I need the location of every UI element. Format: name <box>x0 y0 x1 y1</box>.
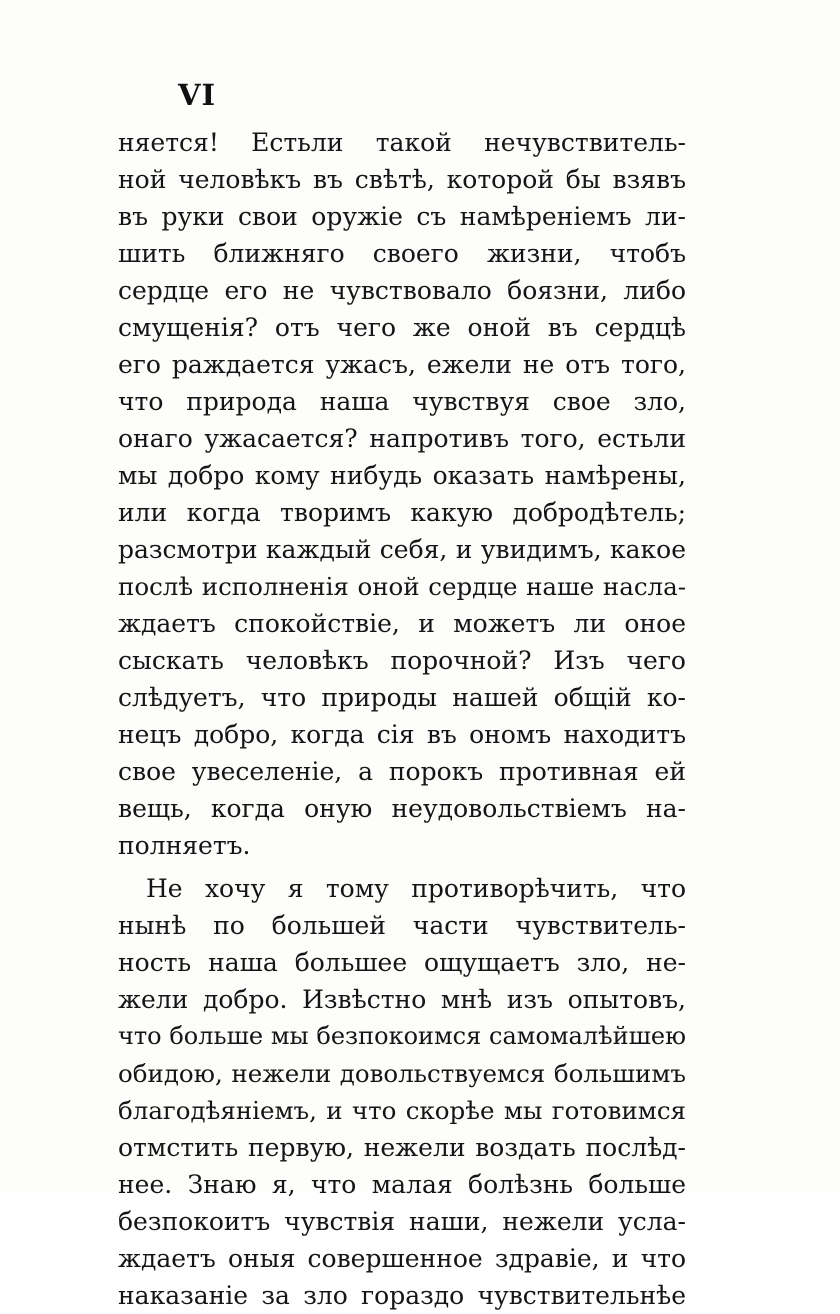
text-line: обидою, нежели довольствуемся большимъ <box>118 1059 686 1088</box>
text-line: сыскать человѣкъ порочной? Изъ чего <box>118 646 686 675</box>
page-number: VI <box>178 78 217 112</box>
text-line: смущенія? отъ чего же оной въ сердцѣ <box>118 313 686 342</box>
text-line: Не хочу я тому противорѣчить, что <box>146 874 686 903</box>
text-line: ной человѣкъ въ свѣтѣ, которой бы взявъ <box>118 165 686 194</box>
text-line: сердце его не чувствовало боязни, либо <box>118 276 686 305</box>
text-line: ность наша большее ощущаетъ зло, не- <box>118 948 686 977</box>
paragraph-1 <box>118 124 686 864</box>
text-line: его раждается ужасъ, ежели не отъ того, <box>118 350 686 379</box>
body-text <box>118 124 686 1314</box>
text-line: вещь, когда оную неудовольствіемъ на- <box>118 794 686 823</box>
text-line: нее. Знаю я, что малая болѣзнь больше <box>118 1170 686 1199</box>
text-line: или когда творимъ какую добродѣтель; <box>118 498 686 527</box>
text-line: свое увеселеніе, а порокъ противная ей <box>118 757 686 786</box>
text-line: наказаніе за зло гораздо чувствительнѣе <box>118 1281 686 1310</box>
text-line: что природа наша чувствуя свое зло, <box>118 387 686 416</box>
text-line: онаго ужасается? напротивъ того, естьли <box>118 424 686 453</box>
text-line: безпокоитъ чувствія наши, нежели усла- <box>118 1207 686 1236</box>
text-line: полняетъ. <box>118 831 251 860</box>
text-line: что больше мы безпокоимся самомалѣйшею <box>118 1022 686 1050</box>
text-line: слѣдуетъ, что природы нашей общій ко- <box>118 683 686 712</box>
text-line: ждаетъ спокойствіе, и можетъ ли оное <box>118 609 686 638</box>
text-line: отмстить первую, нежели воздать послѣд- <box>118 1133 686 1162</box>
text-line: нынѣ по большей части чувствитель- <box>118 911 686 940</box>
paragraph-2 <box>118 870 686 1314</box>
text-line: ждаетъ оныя совершенное здравіе, и что <box>118 1244 686 1273</box>
text-line: жели добро. Извѣстно мнѣ изъ опытовъ, <box>118 985 686 1014</box>
text-line: мы добро кому нибудь оказать намѣрены, <box>118 461 686 490</box>
text-line: няется! Естьли такой нечувствитель- <box>118 128 686 157</box>
text-line: въ руки свои оружіе съ намѣреніемъ ли- <box>118 202 686 231</box>
text-line: благодѣяніемъ, и что скорѣе мы готовимся <box>118 1096 686 1125</box>
text-line: послѣ исполненія оной сердце наше насла- <box>118 572 686 601</box>
text-line: разсмотри каждый себя, и увидимъ, какое <box>118 535 686 564</box>
text-line: нецъ добро, когда сія въ ономъ находитъ <box>118 720 686 749</box>
text-line: шить ближняго своего жизни, чтобъ <box>118 239 686 268</box>
